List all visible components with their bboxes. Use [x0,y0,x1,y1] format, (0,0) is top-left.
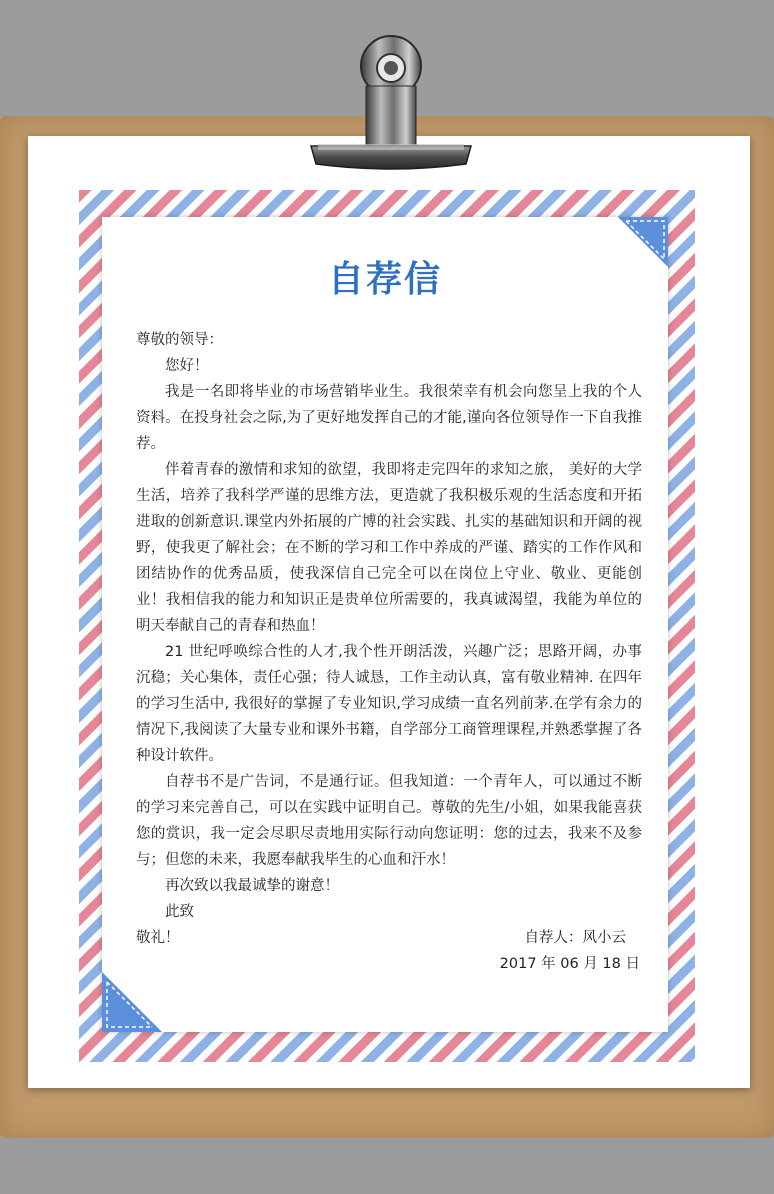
letter-body [136,327,642,951]
letter-page [102,217,668,1032]
paragraph-study: 伴着青春的激情和求知的欲望，我即将走完四年的求知之旅， 美好的大学生活，培养了我科学严谨的思维方法，更造就了我积极乐观的生活态度和开拓进取的创新意识.课堂内外拓展的广博的社会实践、扎实的基础知识和开阔的视野，使我更了解社会；在不断的学习和工作中养成的严谨、踏实的工作作风和团结协作的优秀品质，使我深信自己完全可以在岗位上守业、敬业、更能创业！我相信我的能力和知识正是贵单位所需要的，我真诚渴望，我能为单位的明天奉献自己的青春和热血！ [136,462,642,634]
paragraph-personality: 21 世纪呼唤综合性的人才,我个性开朗活泼，兴趣广泛；思路开阔，办事沉稳；关心集体，责任心强；待人诚恳，工作主动认真，富有敬业精神. 在四年的学习生活中, 我很好的掌握了专业知识,学习成绩一直名列前茅.在学有余力的情况下,我阅读了大量专业和课外书籍，自学部分工商管理课程,并熟悉掌握了各种设计软件。 [136,644,642,764]
thanks-line: 再次致以我最诚挚的谢意！ [165,878,339,894]
letter-date: 2017 年 06 月 18 日 [499,956,640,972]
paragraph-intro: 我是一名即将毕业的市场营销毕业生。我很荣幸有机会向您呈上我的个人资料。在投身社会之际,为了更好地发挥自己的才能,谨向各位领导作一下自我推荐。 [136,384,642,452]
signer-name: 自荐人：风小云 [524,930,626,946]
closing-line-2: 敬礼！ [136,930,180,946]
letter-title: 自荐信 [327,258,442,300]
greeting: 您好！ [165,358,209,374]
closing-line-1: 此致 [165,904,194,920]
paragraph-closing: 自荐书不是广告词，不是通行证。但我知道：一个青年人，可以通过不断的学习来完善自己，可以在实践中证明自己。尊敬的先生/小姐，如果我能喜获您的赏识，我一定会尽职尽责地用实际行动向您证明：您的过去，我来不及参与；但您的未来，我愿奉献我毕生的心血和汗水！ [136,774,642,868]
signature-block [500,925,640,977]
salutation: 尊敬的领导： [136,332,223,348]
corner-fold-icon [102,972,162,1032]
binder-clip-icon [306,26,476,176]
